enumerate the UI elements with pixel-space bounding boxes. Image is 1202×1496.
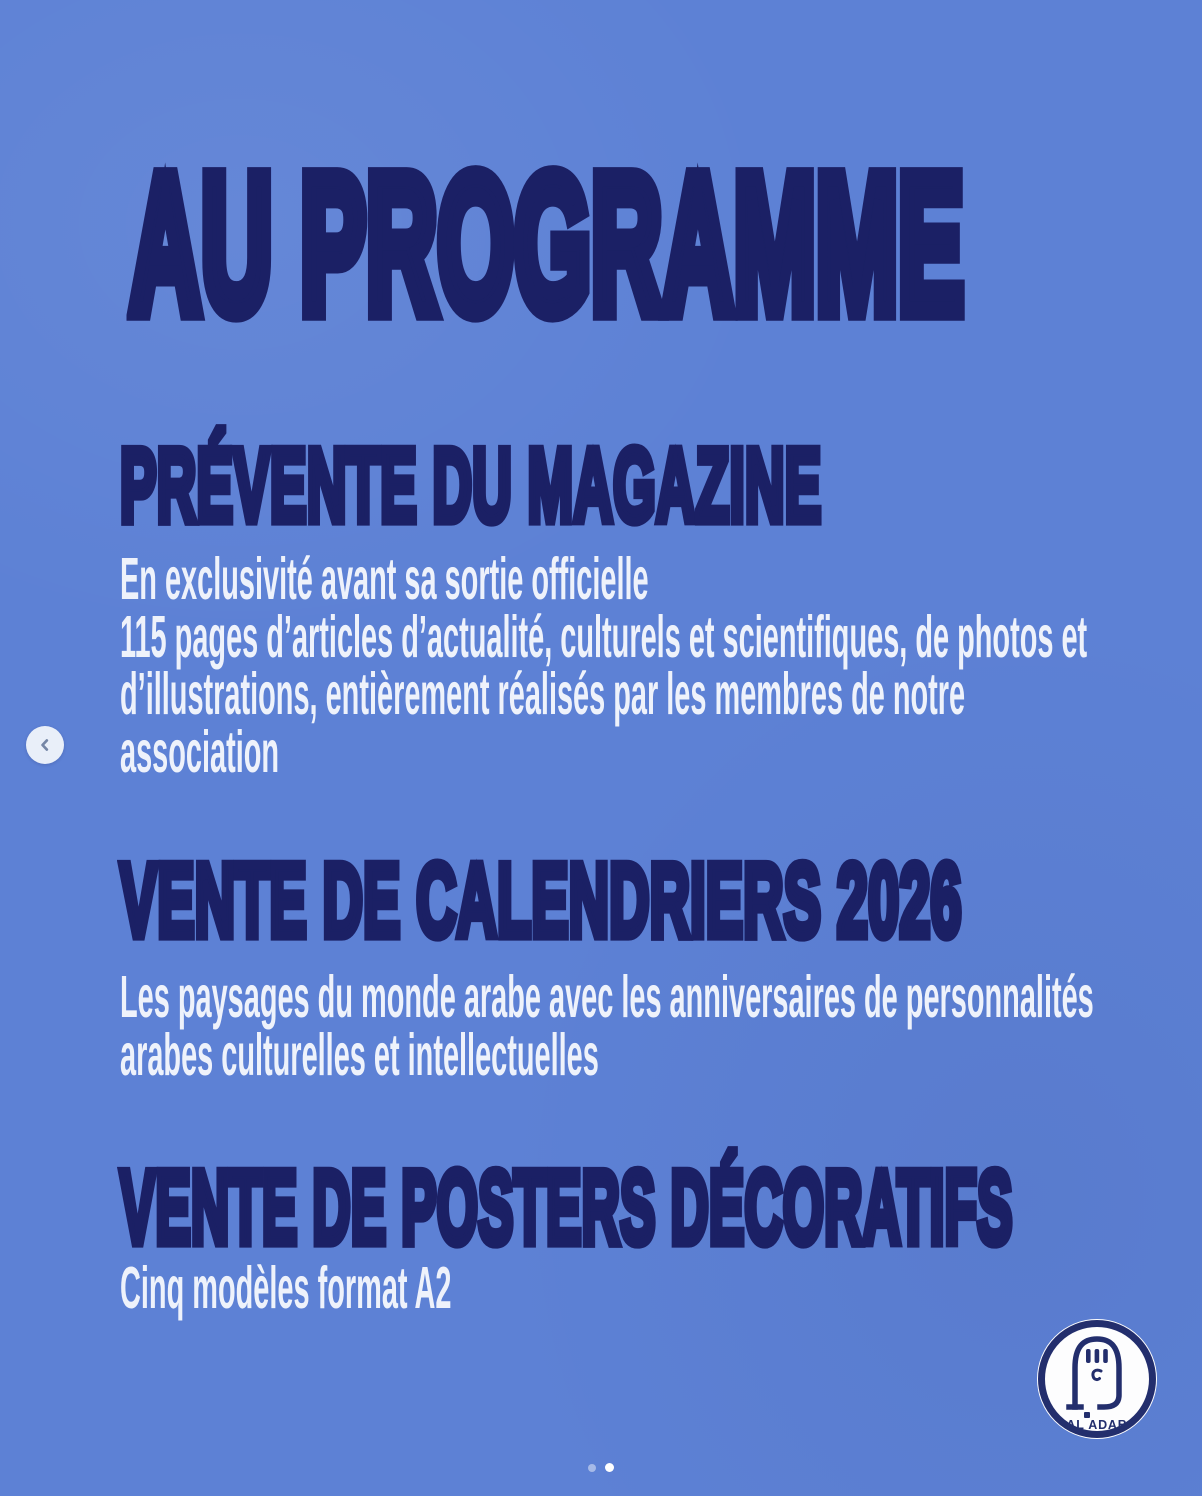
body-line: 115 pages d’articles d’actualité, culturels et scientifiques, de photos et	[120, 603, 1088, 670]
section-body-prevente-magazine	[120, 546, 1202, 785]
section-body-posters	[120, 1255, 796, 1321]
section-heading-calendriers-2026: VENTE DE CALENDRIERS 2026	[120, 843, 962, 959]
al-adab-logo-icon	[1034, 1316, 1160, 1442]
section-body-calendriers	[120, 964, 1202, 1088]
carousel-prev-button[interactable]	[26, 726, 64, 764]
body-line: d’illustrations, entièrement réalisés par les membres de notre	[120, 661, 966, 727]
carousel-dot-2-active	[605, 1463, 614, 1472]
logo-label: AL ADAB	[1066, 1418, 1128, 1432]
poster-title: AU PROGRAMME	[130, 135, 965, 353]
section-heading-prevente-magazine: PRÉVENTE DU MAGAZINE	[120, 428, 822, 544]
carousel-dots	[0, 1463, 1202, 1472]
body-line: arabes culturelles et intellectuelles	[120, 1021, 599, 1088]
chevron-left-icon	[35, 735, 55, 755]
al-adab-logo	[1034, 1316, 1160, 1442]
body-line: Les paysages du monde arabe avec les anniversaires de personnalités	[120, 964, 1094, 1030]
carousel-dot-1	[588, 1464, 596, 1472]
body-line: Cinq modèles format A2	[120, 1255, 452, 1321]
body-line: association	[120, 718, 280, 785]
body-line: En exclusivité avant sa sortie officielle	[120, 546, 649, 612]
section-heading-posters-decoratifs: VENTE DE POSTERS DÉCORATIFS	[120, 1150, 1013, 1266]
